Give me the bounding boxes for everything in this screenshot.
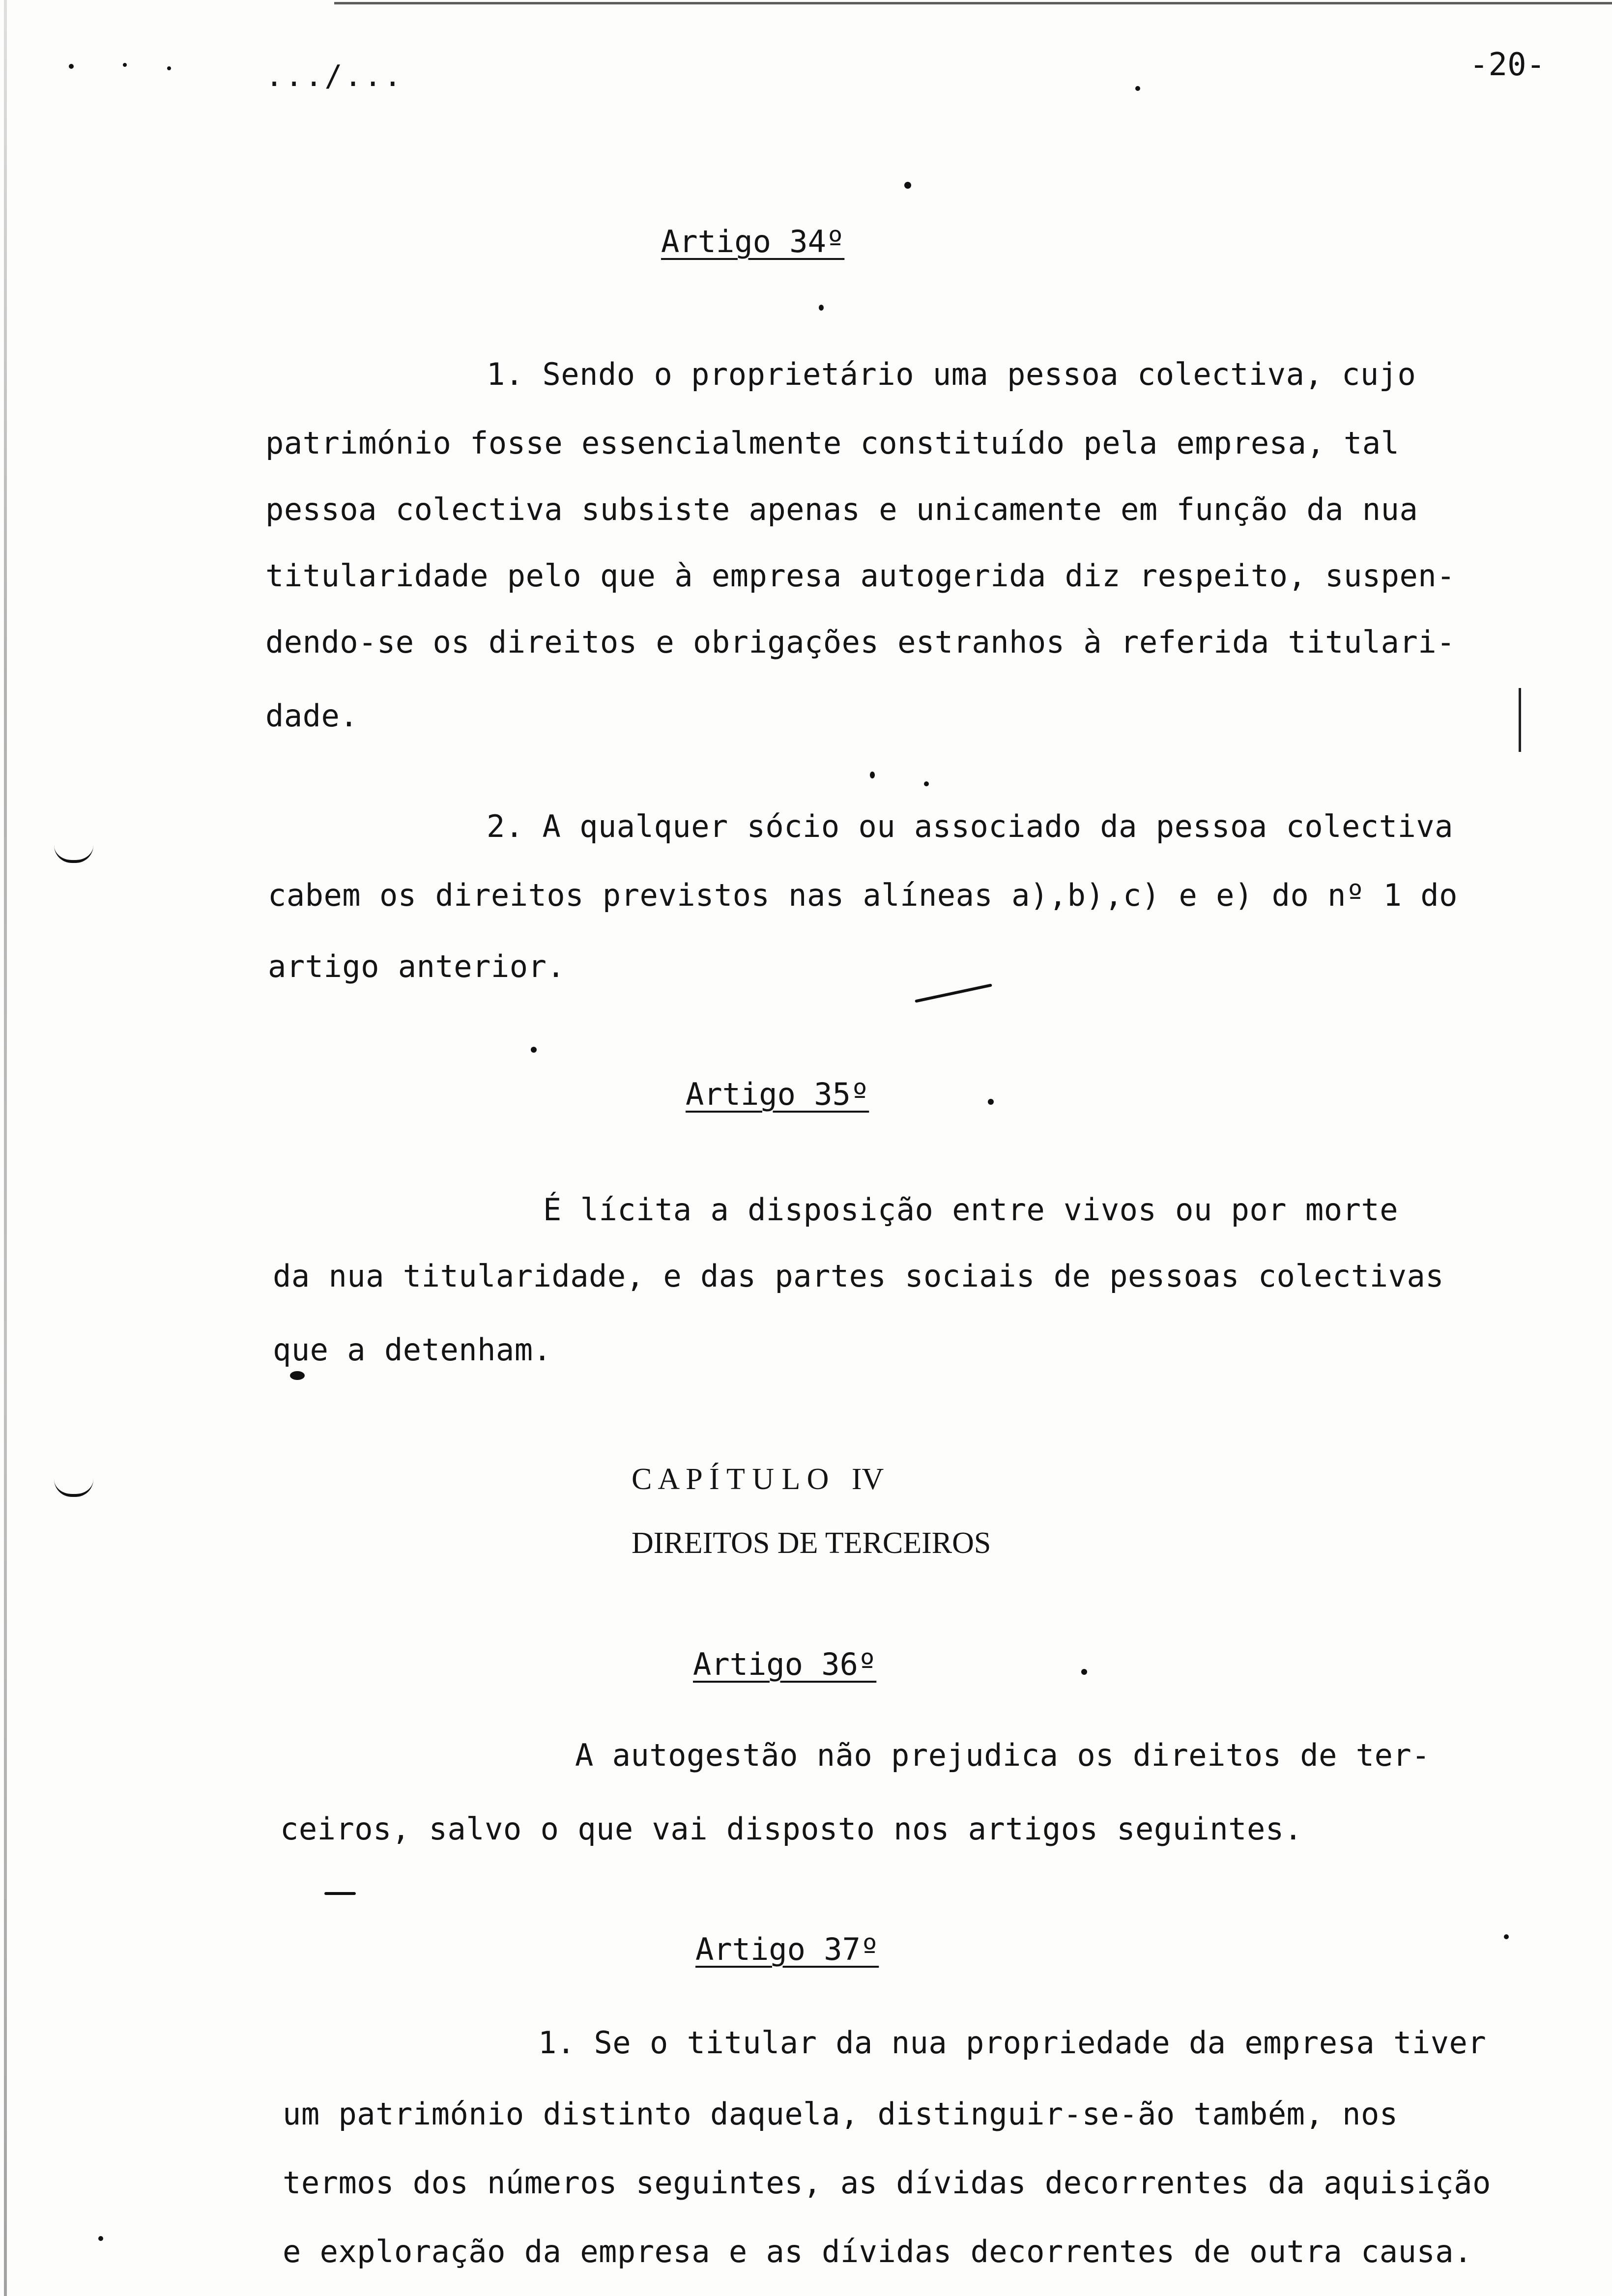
continuation-marker: .../... xyxy=(265,59,403,93)
paragraph-line: 1. Se o titular da nua propriedade da empresa tiver xyxy=(538,2025,1487,2061)
chapter-label: C A P Í T U L O IV xyxy=(632,1463,884,1496)
scan-speck xyxy=(98,2236,103,2241)
paragraph-line: titularidade pelo que à empresa autogerida diz respeito, suspen- xyxy=(265,558,1455,594)
scan-bracket-mark xyxy=(54,1479,93,1497)
paragraph-line: É lícita a disposição entre vivos ou por morte xyxy=(543,1192,1399,1228)
paragraph-line: 2. A qualquer sócio ou associado da pessoa colectiva xyxy=(487,808,1454,844)
scan-top-rule xyxy=(334,2,1612,4)
paragraph-line: ceiros, salvo o que vai disposto nos artigos seguintes. xyxy=(280,1811,1303,1847)
page-number: -20- xyxy=(1469,47,1546,83)
scan-bracket-mark xyxy=(54,845,93,863)
scan-speck xyxy=(167,66,171,70)
paragraph-line: termos dos números seguintes, as dívidas decorrentes da aquisição xyxy=(283,2165,1491,2201)
paragraph-line: pessoa colectiva subsiste apenas e unicamente em função da nua xyxy=(265,491,1418,527)
scan-speck xyxy=(904,182,911,189)
article-35-heading: Artigo 35º xyxy=(686,1076,869,1112)
article-34-heading: Artigo 34º xyxy=(661,224,845,259)
chapter-subtitle: DIREITOS DE TERCEIROS xyxy=(632,1526,991,1560)
stray-pen-stroke xyxy=(915,983,992,1003)
paragraph-line: cabem os direitos previstos nas alíneas a),b),c) e e) do nº 1 do xyxy=(268,877,1458,913)
paragraph-line: artigo anterior. xyxy=(268,948,566,984)
scan-speck xyxy=(1135,86,1140,91)
paragraph-line: dade. xyxy=(265,698,359,734)
scan-speck xyxy=(123,63,127,67)
article-37-heading: Artigo 37º xyxy=(695,1931,879,1967)
scan-speck xyxy=(819,305,824,311)
paragraph-line: dendo-se os direitos e obrigações estranhos à referida titulari- xyxy=(265,624,1455,660)
scan-speck xyxy=(531,1047,537,1053)
paragraph-line: que a detenham. xyxy=(273,1332,552,1368)
paragraph-line: 1. Sendo o proprietário uma pessoa colectiva, cujo xyxy=(487,356,1416,392)
margin-vertical-line xyxy=(1519,688,1521,752)
scan-speck xyxy=(1504,1934,1509,1939)
article-36-heading: Artigo 36º xyxy=(693,1646,877,1682)
scan-speck xyxy=(1081,1669,1087,1675)
paragraph-line: A autogestão não prejudica os direitos de ter- xyxy=(575,1737,1431,1773)
paragraph-line: da nua titularidade, e das partes sociais de pessoas colectivas xyxy=(273,1258,1444,1294)
paragraph-line: e exploração da empresa e as dívidas decorrentes de outra causa. xyxy=(283,2234,1472,2269)
scan-speck xyxy=(69,64,74,69)
scan-speck xyxy=(988,1099,994,1105)
stray-dash-mark xyxy=(324,1892,356,1895)
scan-speck xyxy=(290,1371,305,1380)
scan-speck xyxy=(924,781,929,786)
paragraph-line: um património distinto daquela, distinguir-se-ão também, nos xyxy=(283,2096,1398,2132)
scan-speck xyxy=(870,772,875,778)
paragraph-line: património fosse essencialmente constituído pela empresa, tal xyxy=(265,425,1400,461)
scan-left-edge xyxy=(4,0,7,2296)
